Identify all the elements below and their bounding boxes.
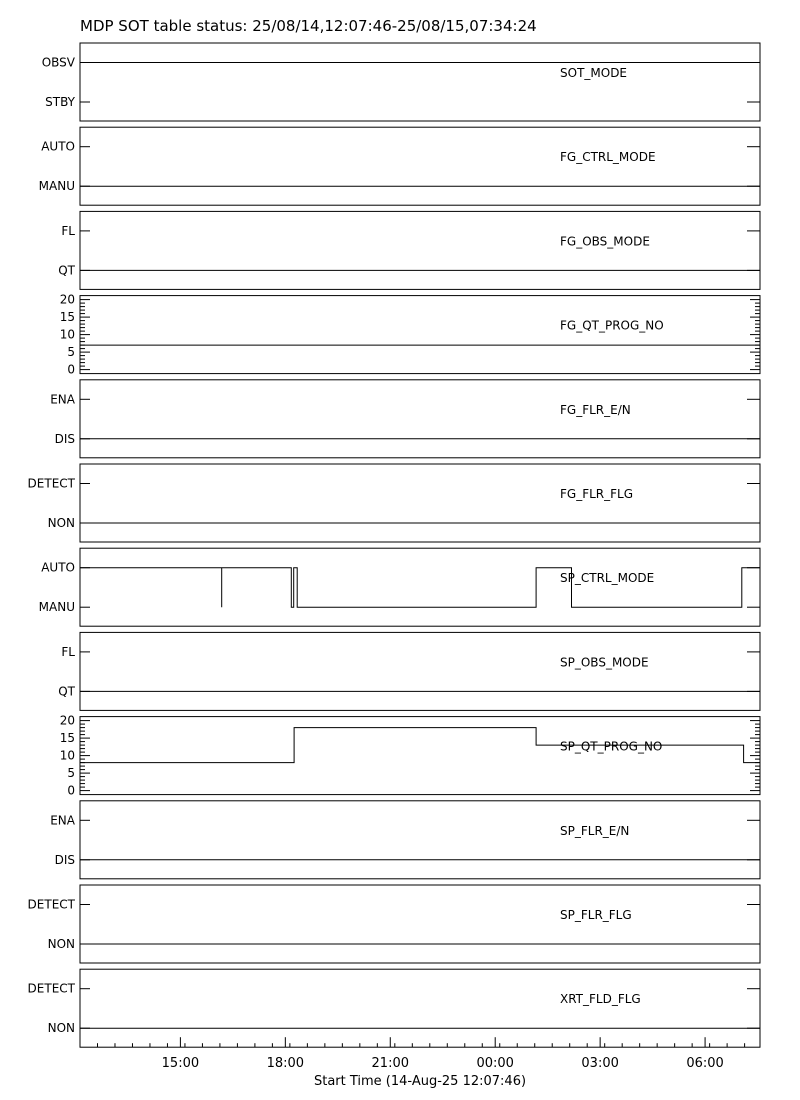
y-tick-label: STBY <box>45 95 75 109</box>
panels-group <box>28 43 760 1047</box>
panel-fg-obs-mode <box>58 211 760 289</box>
panel-label: SP_QT_PROG_NO <box>560 739 663 754</box>
panel-sot-mode <box>42 43 760 121</box>
panel-frame <box>80 548 760 626</box>
panel-fg-ctrl-mode <box>39 127 760 205</box>
y-tick-label: DIS <box>54 431 75 446</box>
y-tick-label: ENA <box>50 813 75 828</box>
panel-fg-flr-flg <box>28 464 760 542</box>
y-tick-label: NON <box>47 937 75 951</box>
x-axis-title: Start Time (14-Aug-25 12:07:46) <box>313 1074 527 1089</box>
y-tick-label: 5 <box>67 766 75 781</box>
panel-frame <box>80 717 760 795</box>
y-tick-label: AUTO <box>41 139 75 154</box>
panel-frame <box>80 127 760 205</box>
panel-label: SP_OBS_MODE <box>560 655 649 670</box>
y-tick-label: DIS <box>54 852 75 867</box>
chart-title: MDP SOT table status: 25/08/14,12:07:46-25/08/15,07:34:24 <box>80 17 537 35</box>
y-tick-label: NON <box>47 1021 75 1036</box>
panel-frame <box>80 969 760 1047</box>
series-line <box>80 568 760 608</box>
panel-sp-flr-e-n <box>50 801 760 879</box>
panel-frame <box>80 464 760 542</box>
y-tick-label: DETECT <box>27 476 75 491</box>
y-tick-label: AUTO <box>41 560 75 575</box>
y-tick-label: QT <box>58 263 75 278</box>
x-tick-label: 15:00 <box>161 1056 200 1072</box>
x-tick-label: 06:00 <box>686 1056 724 1072</box>
panel-label: FG_FLR_FLG <box>560 487 634 501</box>
panel-frame <box>80 296 760 374</box>
panel-label: SOT_MODE <box>560 66 628 80</box>
panel-frame <box>80 632 760 710</box>
y-tick-label: 5 <box>67 345 75 360</box>
panel-label: FG_CTRL_MODE <box>560 150 656 165</box>
panel-frame <box>80 211 760 289</box>
y-tick-label: 20 <box>59 713 75 728</box>
panel-frame <box>80 885 760 963</box>
panel-label: SP_CTRL_MODE <box>560 571 655 586</box>
panel-label: SP_FLR_FLG <box>560 908 632 922</box>
panel-label: FG_QT_PROG_NO <box>560 318 664 333</box>
panel-sp-qt-prog-no <box>60 714 760 798</box>
y-tick-label: QT <box>58 684 75 699</box>
panel-frame <box>80 801 760 879</box>
y-tick-label: 0 <box>67 362 75 377</box>
y-tick-label: DETECT <box>27 897 75 912</box>
y-tick-label: 10 <box>59 748 75 763</box>
panel-label: FG_FLR_E/N <box>560 402 631 417</box>
panel-sp-obs-mode <box>58 632 760 710</box>
panel-xrt-fld-flg <box>28 969 760 1047</box>
x-tick-label: 21:00 <box>371 1056 410 1072</box>
panel-sp-ctrl-mode <box>39 548 760 626</box>
y-tick-label: FL <box>61 223 75 238</box>
y-tick-label: ENA <box>50 392 75 407</box>
y-tick-label: DETECT <box>27 981 75 996</box>
x-axis <box>80 1037 745 1071</box>
y-tick-label: MANU <box>38 600 75 615</box>
y-tick-label: 10 <box>59 327 75 342</box>
y-tick-label: 15 <box>59 731 75 746</box>
panel-label: XRT_FLD_FLG <box>560 992 641 1007</box>
y-tick-label: FL <box>61 644 75 659</box>
x-tick-label: 18:00 <box>266 1056 305 1072</box>
y-tick-label: NON <box>47 516 75 530</box>
panel-fg-flr-e-n <box>50 380 760 458</box>
x-tick-label: 03:00 <box>581 1056 619 1072</box>
y-tick-label: OBSV <box>41 55 75 70</box>
y-tick-label: 0 <box>67 783 75 798</box>
panel-fg-qt-prog-no <box>60 293 760 377</box>
panel-label: SP_FLR_E/N <box>560 823 630 838</box>
y-tick-label: 20 <box>59 292 75 307</box>
panel-sp-flr-flg <box>28 885 760 963</box>
y-tick-label: MANU <box>38 179 75 194</box>
panel-frame <box>80 380 760 458</box>
panel-frame <box>80 43 760 121</box>
panel-label: FG_OBS_MODE <box>560 234 650 249</box>
x-tick-label: 00:00 <box>476 1056 514 1072</box>
y-tick-label: 15 <box>59 310 75 325</box>
